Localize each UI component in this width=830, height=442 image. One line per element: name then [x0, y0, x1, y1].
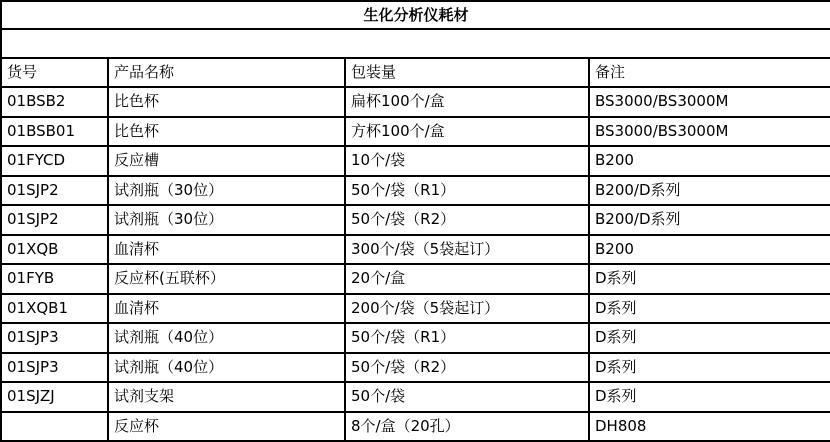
cell-pack-qty: 方杯100个/盒: [345, 117, 589, 147]
cell-remarks: BS3000/BS3000M: [589, 87, 830, 117]
table-row: [1, 294, 830, 324]
col-header-product-name: 产品名称: [108, 58, 345, 87]
cell-item-no: 01SJP3: [1, 323, 108, 353]
cell-product-name: 试剂瓶（40位）: [108, 353, 345, 383]
table-row: [1, 117, 830, 147]
cell-product-name: 反应杯(五联杯）: [108, 264, 345, 294]
cell-remarks: B200: [589, 146, 830, 176]
cell-item-no: 01FYB: [1, 264, 108, 294]
cell-item-no: 01FYCD: [1, 146, 108, 176]
cell-item-no: 01BSB01: [1, 117, 108, 147]
cell-remarks: D系列: [589, 323, 830, 353]
cell-remarks: B200: [589, 235, 830, 265]
cell-item-no: 01SJZJ: [1, 382, 108, 412]
cell-product-name: 试剂支架: [108, 382, 345, 412]
col-header-remarks: 备注: [589, 58, 830, 87]
cell-item-no: 01SJP3: [1, 353, 108, 383]
cell-item-no: 01SJP2: [1, 205, 108, 235]
title-row: [1, 1, 830, 29]
cell-item-no: [1, 412, 108, 442]
table-row: [1, 146, 830, 176]
page-title: 生化分析仪耗材: [1, 1, 830, 29]
cell-pack-qty: 扁杯100个/盒: [345, 87, 589, 117]
cell-pack-qty: 50个/袋（R2）: [345, 353, 589, 383]
cell-product-name: 试剂瓶（40位）: [108, 323, 345, 353]
table-row: [1, 323, 830, 353]
cell-pack-qty: 200个/袋（5袋起订）: [345, 294, 589, 324]
table-row: [1, 176, 830, 206]
cell-product-name: 比色杯: [108, 117, 345, 147]
cell-product-name: 比色杯: [108, 87, 345, 117]
cell-item-no: 01BSB2: [1, 87, 108, 117]
col-header-item-no: 货号: [1, 58, 108, 87]
cell-remarks: D系列: [589, 353, 830, 383]
cell-remarks: BS3000/BS3000M: [589, 117, 830, 147]
cell-remarks: D系列: [589, 264, 830, 294]
table-row: [1, 87, 830, 117]
col-header-pack-qty: 包装量: [345, 58, 589, 87]
table-row: [1, 353, 830, 383]
cell-product-name: 反应槽: [108, 146, 345, 176]
cell-remarks: D系列: [589, 382, 830, 412]
cell-remarks: D系列: [589, 294, 830, 324]
cell-product-name: 试剂瓶（30位）: [108, 176, 345, 206]
table-row: [1, 412, 830, 442]
cell-item-no: 01XQB: [1, 235, 108, 265]
spacer-row: [1, 29, 830, 58]
cell-pack-qty: 20个/盒: [345, 264, 589, 294]
cell-product-name: 血清杯: [108, 294, 345, 324]
cell-remarks: B200/D系列: [589, 176, 830, 206]
cell-pack-qty: 50个/袋（R2）: [345, 205, 589, 235]
cell-remarks: B200/D系列: [589, 205, 830, 235]
table-row: [1, 264, 830, 294]
table-row: [1, 235, 830, 265]
cell-product-name: 血清杯: [108, 235, 345, 265]
table-header-row: [1, 58, 830, 87]
spacer-cell: [1, 29, 830, 58]
cell-pack-qty: 300个/袋（5袋起订）: [345, 235, 589, 265]
table-row: [1, 205, 830, 235]
cell-remarks: DH808: [589, 412, 830, 442]
cell-pack-qty: 10个/袋: [345, 146, 589, 176]
cell-item-no: 01XQB1: [1, 294, 108, 324]
table-row: [1, 382, 830, 412]
cell-pack-qty: 50个/袋: [345, 382, 589, 412]
cell-pack-qty: 50个/袋（R1）: [345, 176, 589, 206]
cell-item-no: 01SJP2: [1, 176, 108, 206]
cell-product-name: 试剂瓶（30位）: [108, 205, 345, 235]
cell-pack-qty: 8个/盒（20孔）: [345, 412, 589, 442]
cell-pack-qty: 50个/袋（R1）: [345, 323, 589, 353]
cell-product-name: 反应杯: [108, 412, 345, 442]
